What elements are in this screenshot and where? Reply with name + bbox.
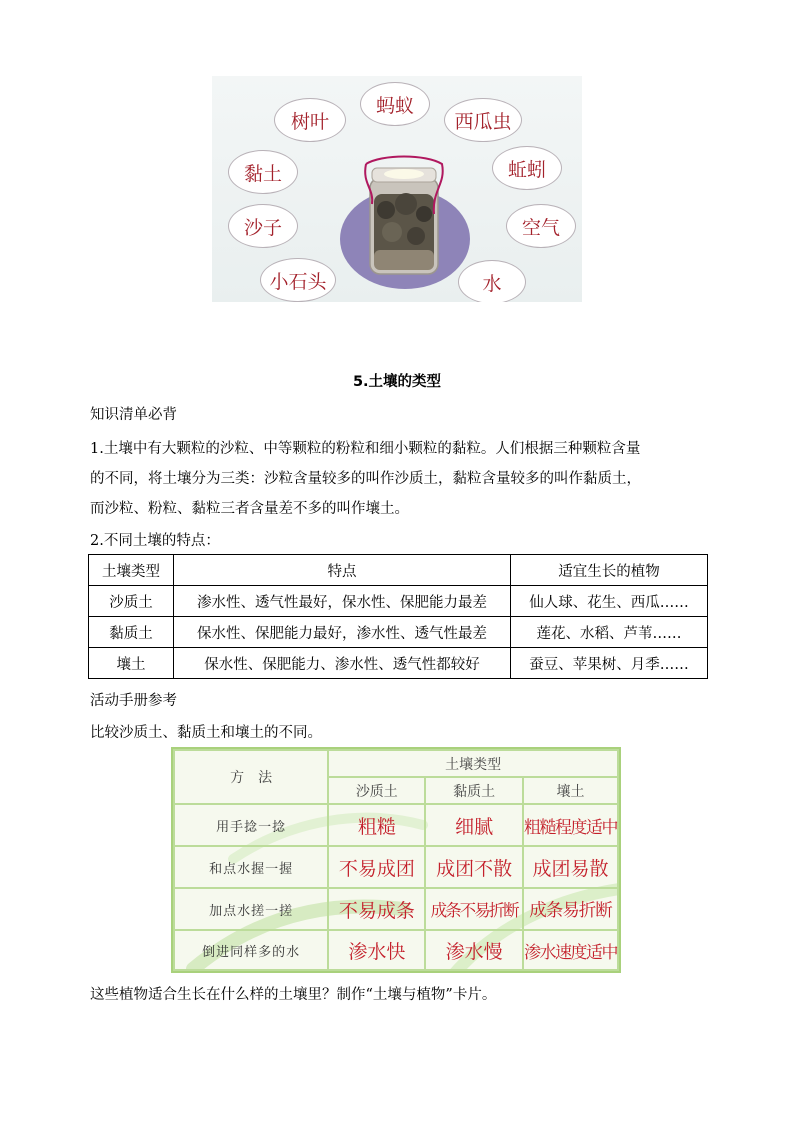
label-sand: 沙子	[228, 204, 298, 248]
type-header-cell: 沙质土	[328, 777, 425, 804]
label-clay: 黏土	[228, 150, 298, 194]
label-pillbug: 西瓜虫	[444, 98, 522, 142]
method-cell: 用手捻一捻	[174, 804, 328, 846]
table-cell: 莲花、水稻、芦苇……	[511, 617, 708, 648]
answer-cell: 成条不易折断	[425, 888, 523, 930]
soil-characteristics-table	[88, 554, 708, 679]
table-cell: 保水性、保肥能力最好，渗水性、透气性最差	[174, 617, 511, 648]
table-cell: 壤土	[89, 648, 174, 679]
table-header-row	[89, 555, 708, 586]
answer-cell: 成团不散	[425, 846, 523, 888]
label-ant: 蚂蚁	[360, 82, 430, 126]
activity-instruction: 比较沙质土、黏质土和壤土的不同。	[90, 725, 322, 741]
method-cell: 和点水握一握	[174, 846, 328, 888]
table-row	[89, 586, 708, 617]
paragraph-line: 的不同，将土壤分为三类：沙粒含量较多的叫作沙质土，黏粒含量较多的叫作黏质土，	[90, 471, 641, 487]
table-row	[89, 648, 708, 679]
method-cell: 倒进同样多的水	[174, 930, 328, 970]
method-header: 方 法	[174, 750, 328, 804]
comparison-grid	[173, 749, 619, 971]
label-water: 水	[458, 260, 526, 302]
table-cell: 渗水性、透气性最好，保水性、保肥能力最差	[174, 586, 511, 617]
page-title: 5.土壤的类型	[352, 374, 442, 390]
soil-type-header: 土壤类型	[328, 750, 618, 777]
closing-text: 这些植物适合生长在什么样的土壤里？制作“土壤与植物”卡片。	[90, 987, 497, 1003]
table-cell: 沙质土	[89, 586, 174, 617]
answer-cell: 不易成团	[328, 846, 425, 888]
paragraph-line: 1.土壤中有大颗粒的沙粒、中等颗粒的粉粒和细小颗粒的黏粒。人们根据三种颗粒含量	[90, 441, 641, 457]
answer-cell: 成团易散	[523, 846, 618, 888]
label-air: 空气	[506, 204, 576, 248]
method-cell: 加点水搓一搓	[174, 888, 328, 930]
paragraph-line: 而沙粒、粉粒、黏粒三者含量差不多的叫作壤土。	[90, 501, 409, 517]
table-cell: 保水性、保肥能力、渗水性、透气性都较好	[174, 648, 511, 679]
answer-cell: 细腻	[425, 804, 523, 846]
table-row	[89, 617, 708, 648]
answer-cell: 粗糙	[328, 804, 425, 846]
table-header-cell: 土壤类型	[89, 555, 174, 586]
answer-cell: 渗水速度适中	[523, 930, 618, 970]
table-cell: 仙人球、花生、西瓜……	[511, 586, 708, 617]
label-earthworm: 蚯蚓	[492, 146, 562, 190]
table-cell: 蚕豆、苹果树、月季……	[511, 648, 708, 679]
table-header-cell: 特点	[174, 555, 511, 586]
activity-comparison-table	[171, 747, 621, 973]
label-stone: 小石头	[260, 258, 336, 302]
soil-jar-figure	[212, 76, 582, 302]
label-leaf: 树叶	[274, 98, 346, 142]
answer-cell: 渗水慢	[425, 930, 523, 970]
paragraph-line: 2.不同土壤的特点：	[90, 533, 220, 549]
type-header-cell: 黏质土	[425, 777, 523, 804]
soil-jar-image	[362, 154, 446, 278]
section-heading-activity: 活动手册参考	[90, 693, 177, 709]
table-header-cell: 适宜生长的植物	[511, 555, 708, 586]
answer-cell: 不易成条	[328, 888, 425, 930]
answer-cell: 粗糙程度适中	[523, 804, 618, 846]
section-heading-knowledge: 知识清单必背	[90, 407, 177, 423]
answer-cell: 渗水快	[328, 930, 425, 970]
answer-cell: 成条易折断	[523, 888, 618, 930]
type-header-cell: 壤土	[523, 777, 618, 804]
table-cell: 黏质土	[89, 617, 174, 648]
